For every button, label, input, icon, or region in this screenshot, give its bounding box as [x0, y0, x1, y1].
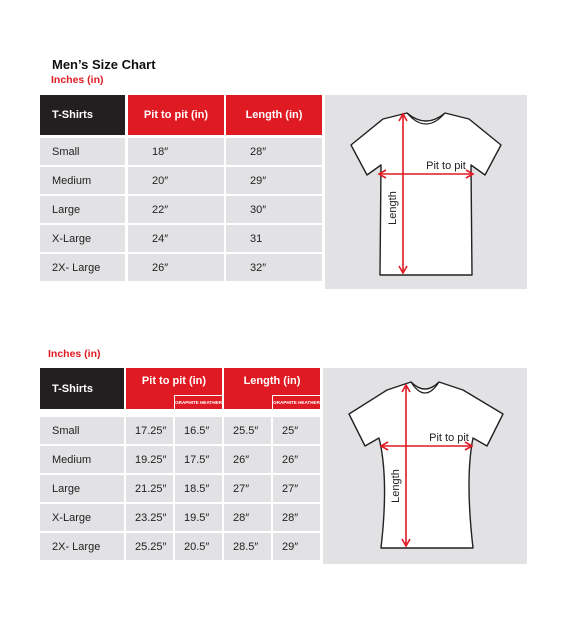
- table-row-size: X-Large: [40, 504, 124, 531]
- table-row-size: Small: [40, 417, 124, 444]
- header-length: Length (in): [226, 95, 322, 135]
- table-cell-pit-to-pit: 25.25″: [126, 533, 173, 560]
- table-cell-length: 25.5″: [224, 417, 271, 444]
- table-cell-pit-to-pit-graphite: 18.5″: [175, 475, 222, 502]
- table-row-size: X-Large: [40, 225, 125, 252]
- unit-label: Inches (in): [48, 348, 101, 360]
- table-cell-length: 26″: [224, 446, 271, 473]
- page-title: Men’s Size Chart: [52, 57, 156, 72]
- table-cell-pit-to-pit: 18″: [128, 138, 224, 165]
- table-cell-length-graphite: 26″: [273, 446, 320, 473]
- size-chart-table-1: [40, 95, 527, 289]
- table-cell-pit-to-pit: 22″: [128, 196, 224, 223]
- table-cell-length: 30″: [226, 196, 322, 223]
- table-cell-length: 32″: [226, 254, 322, 281]
- table-row-size: Small: [40, 138, 125, 165]
- header-length: Length (in): [224, 368, 320, 409]
- table-cell-length: 28″: [226, 138, 322, 165]
- table-cell-pit-to-pit: 17.25″: [126, 417, 173, 444]
- table-cell-pit-to-pit-graphite: 20.5″: [175, 533, 222, 560]
- header-category: T-Shirts: [40, 95, 125, 135]
- table-cell-length: 31: [226, 225, 322, 252]
- subheader-graphite-heather: GRAPHITE HEATHER: [272, 395, 320, 409]
- tshirt-outline-icon: [349, 382, 503, 548]
- table-cell-pit-to-pit: 23.25″: [126, 504, 173, 531]
- table-row-size: Medium: [40, 446, 124, 473]
- length-label: Length: [390, 469, 402, 503]
- table-cell-pit-to-pit: 24″: [128, 225, 224, 252]
- table-cell-length: 29″: [226, 167, 322, 194]
- table-cell-length-graphite: 27″: [273, 475, 320, 502]
- table-cell-pit-to-pit-graphite: 16.5″: [175, 417, 222, 444]
- table-cell-length-graphite: 25″: [273, 417, 320, 444]
- shirt-diagram-panel: [325, 95, 527, 289]
- tshirt-diagram: [323, 368, 527, 564]
- table-cell-length: 28.5″: [224, 533, 271, 560]
- table-cell-pit-to-pit: 19.25″: [126, 446, 173, 473]
- table-row-size: Medium: [40, 167, 125, 194]
- pit-to-pit-label: Pit to pit: [426, 160, 466, 172]
- table-cell-length: 28″: [224, 504, 271, 531]
- table-cell-length-graphite: 28″: [273, 504, 320, 531]
- shirt-diagram-panel: [323, 368, 527, 564]
- table-cell-length: 27″: [224, 475, 271, 502]
- size-chart-table-2: [40, 368, 527, 564]
- table-row-size: 2X- Large: [40, 254, 125, 281]
- table-cell-pit-to-pit: 20″: [128, 167, 224, 194]
- table-row-size: Large: [40, 196, 125, 223]
- table-cell-pit-to-pit-graphite: 17.5″: [175, 446, 222, 473]
- table-cell-pit-to-pit-graphite: 19.5″: [175, 504, 222, 531]
- header-category: T-Shirts: [40, 368, 124, 409]
- header-pit-to-pit: Pit to pit (in): [126, 368, 222, 409]
- table-cell-pit-to-pit: 21.25″: [126, 475, 173, 502]
- table-row-size: 2X- Large: [40, 533, 124, 560]
- subheader-graphite-heather: GRAPHITE HEATHER: [174, 395, 222, 409]
- pit-to-pit-label: Pit to pit: [429, 432, 469, 444]
- table-cell-length-graphite: 29″: [273, 533, 320, 560]
- header-pit-to-pit: Pit to pit (in): [128, 95, 224, 135]
- tshirt-outline-icon: [351, 113, 501, 275]
- length-label: Length: [387, 191, 399, 225]
- unit-label: Inches (in): [51, 74, 104, 86]
- table-cell-pit-to-pit: 26″: [128, 254, 224, 281]
- table-row-size: Large: [40, 475, 124, 502]
- tshirt-diagram: [325, 95, 527, 289]
